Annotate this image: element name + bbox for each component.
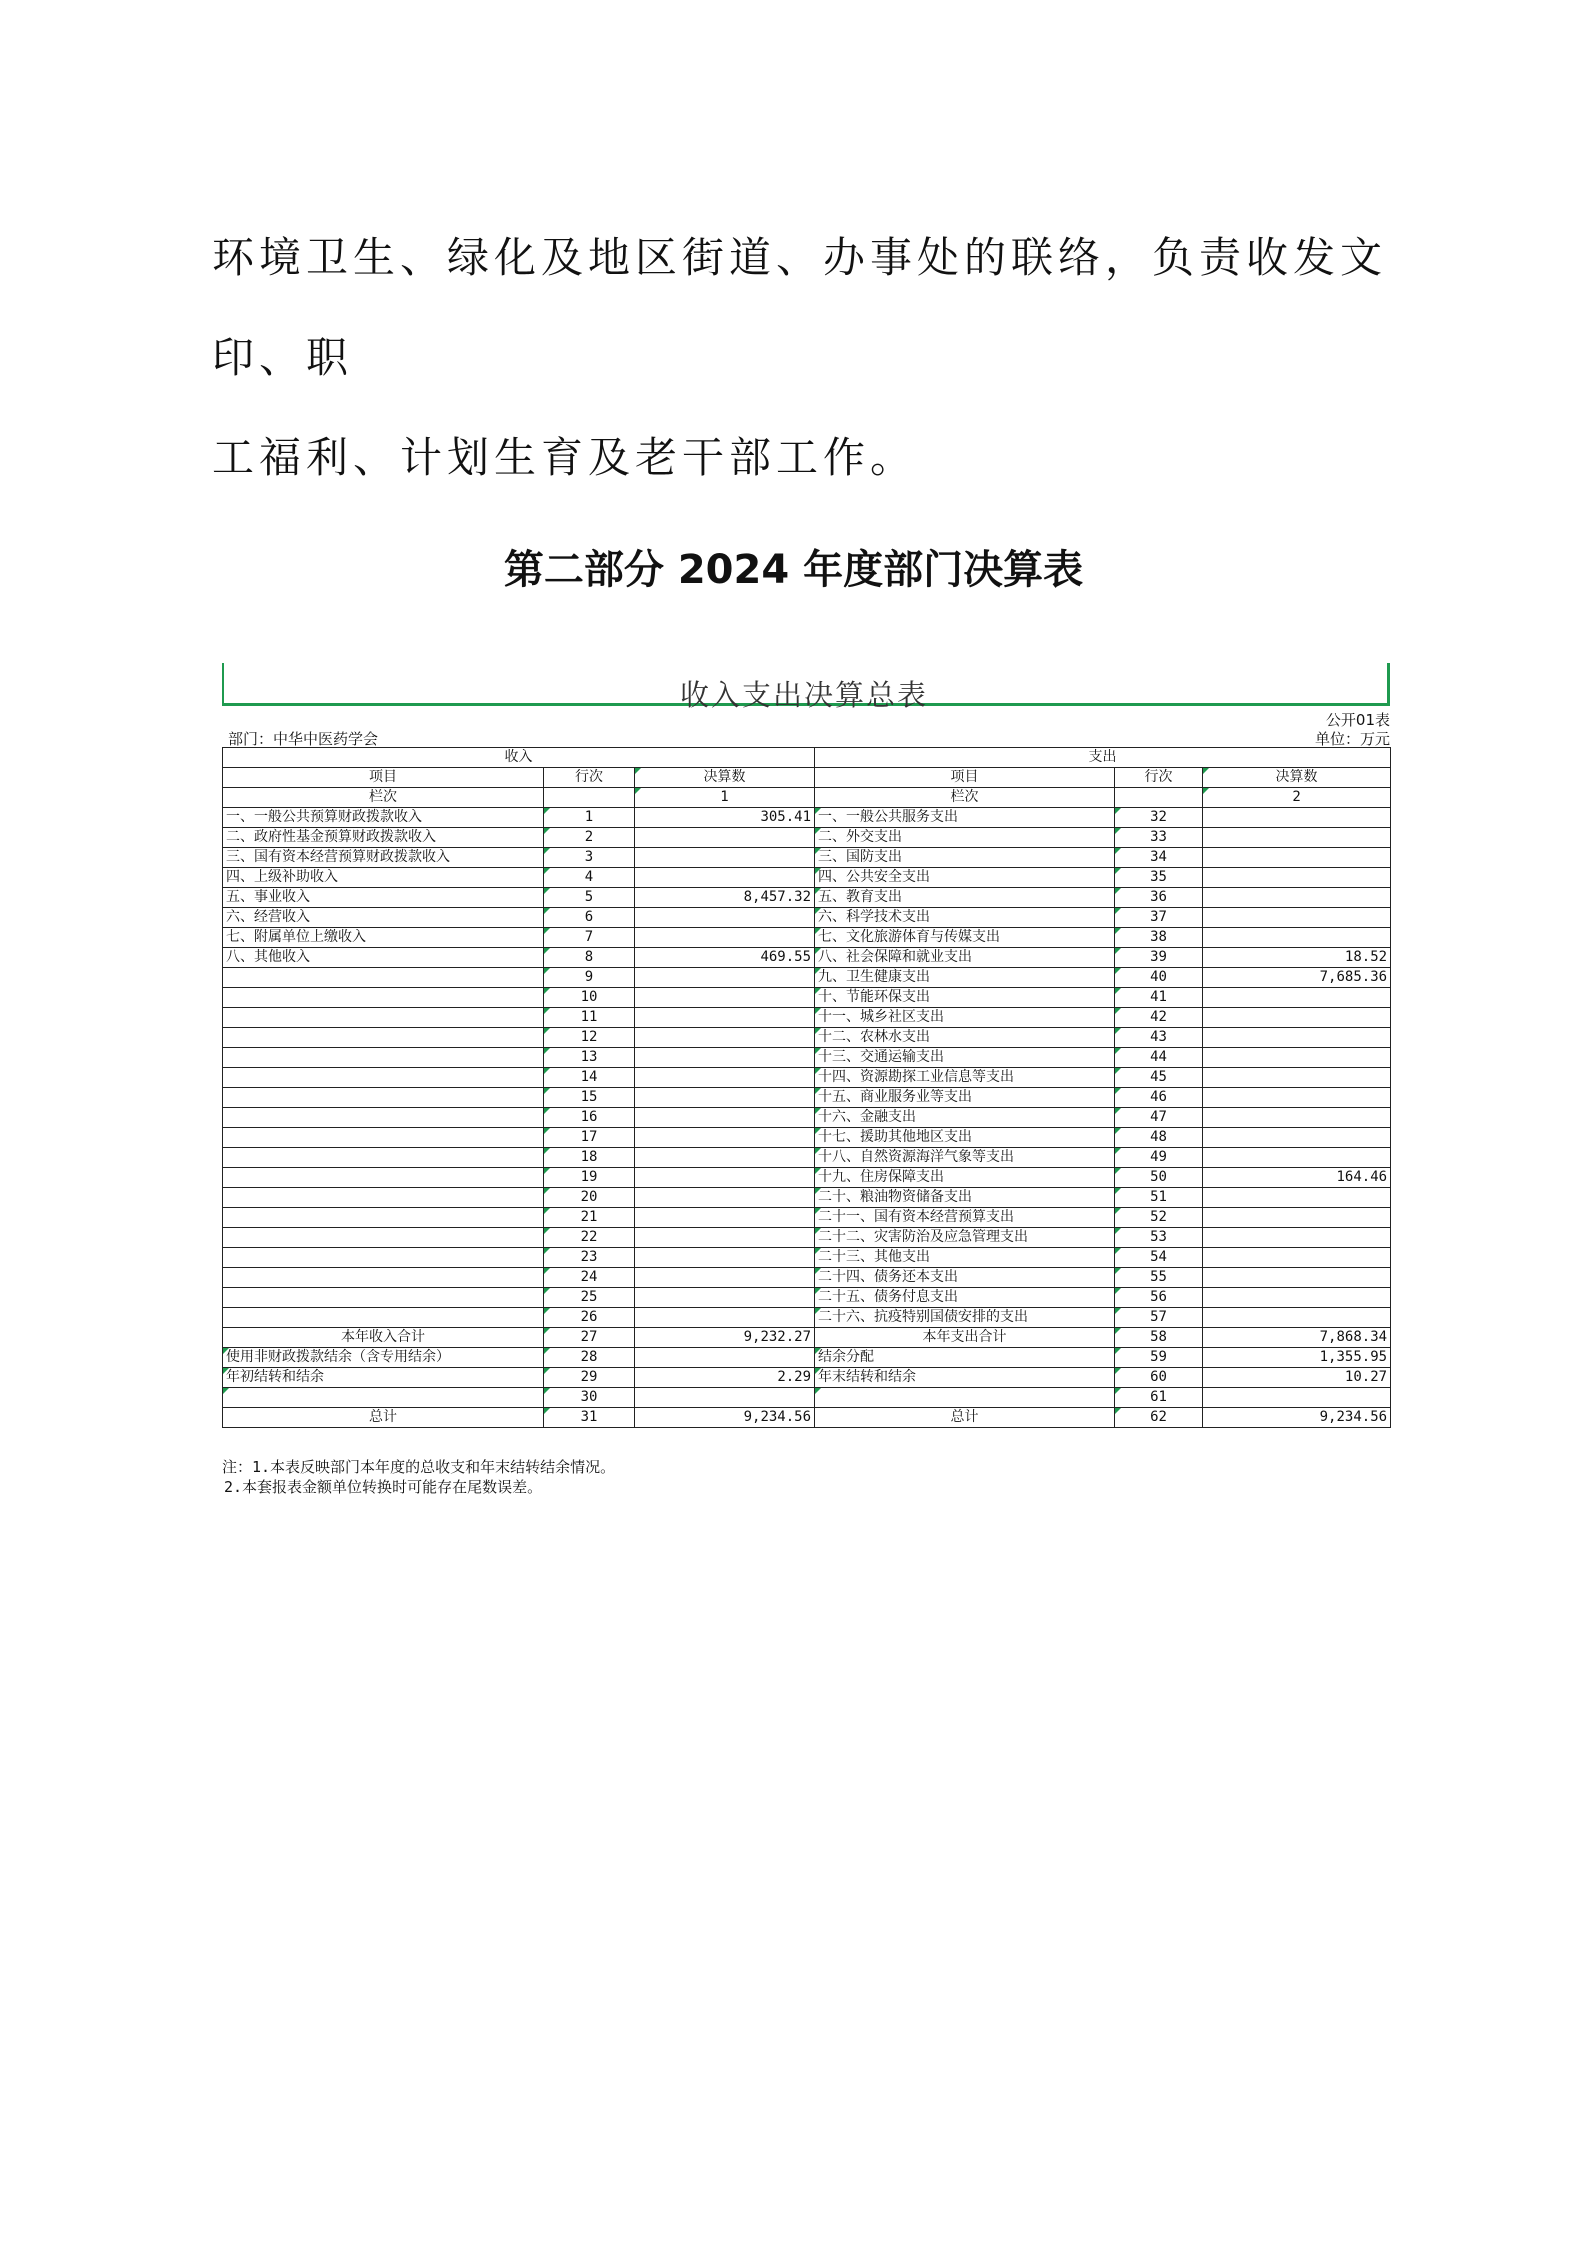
expense-item: 六、科学技术支出 — [815, 908, 1115, 928]
expense-item: 总计 — [815, 1408, 1115, 1428]
expense-item — [815, 1388, 1115, 1408]
income-line: 16 — [544, 1108, 635, 1128]
expense-amount — [1203, 888, 1391, 908]
table-row — [223, 848, 1391, 868]
expense-line: 47 — [1115, 1108, 1203, 1128]
income-item: 四、上级补助收入 — [223, 868, 544, 888]
expense-item: 二、外交支出 — [815, 828, 1115, 848]
income-item — [223, 1308, 544, 1328]
summary-row — [223, 1348, 1391, 1368]
expense-item: 二十四、债务还本支出 — [815, 1268, 1115, 1288]
income-item — [223, 1008, 544, 1028]
expense-line: 51 — [1115, 1188, 1203, 1208]
income-line: 13 — [544, 1048, 635, 1068]
income-amount: 305.41 — [635, 808, 815, 828]
income-item — [223, 1028, 544, 1048]
income-amount — [635, 928, 815, 948]
expense-line: 57 — [1115, 1308, 1203, 1328]
col-item-right: 项目 — [815, 768, 1115, 788]
spreadsheet-table — [218, 663, 1390, 1511]
expense-line: 49 — [1115, 1148, 1203, 1168]
expense-amount — [1203, 1088, 1391, 1108]
income-amount — [635, 1048, 815, 1068]
lanci-label-right: 栏次 — [815, 788, 1115, 808]
income-line: 20 — [544, 1188, 635, 1208]
expense-item: 十四、资源勘探工业信息等支出 — [815, 1068, 1115, 1088]
income-line: 25 — [544, 1288, 635, 1308]
income-line: 23 — [544, 1248, 635, 1268]
income-line: 22 — [544, 1228, 635, 1248]
expense-line: 54 — [1115, 1248, 1203, 1268]
income-item: 年初结转和结余 — [223, 1368, 544, 1388]
expense-item: 二十六、抗疫特别国债安排的支出 — [815, 1308, 1115, 1328]
income-amount — [635, 1268, 815, 1288]
expense-item: 五、教育支出 — [815, 888, 1115, 908]
expense-line: 37 — [1115, 908, 1203, 928]
income-item: 使用非财政拨款结余（含专用结余） — [223, 1348, 544, 1368]
income-amount — [635, 1088, 815, 1108]
table-title: 收入支出决算总表 — [679, 678, 928, 712]
expense-amount — [1203, 1388, 1391, 1408]
expense-line: 43 — [1115, 1028, 1203, 1048]
note-1: 注：1.本表反映部门本年度的总收支和年末结转结余情况。 — [222, 1458, 616, 1476]
expense-item: 十五、商业服务业等支出 — [815, 1088, 1115, 1108]
expense-line: 38 — [1115, 928, 1203, 948]
expense-item: 八、社会保障和就业支出 — [815, 948, 1115, 968]
income-line: 10 — [544, 988, 635, 1008]
expense-item: 二十五、债务付息支出 — [815, 1288, 1115, 1308]
income-expense-table — [222, 747, 1391, 1428]
income-amount — [635, 1288, 815, 1308]
income-amount — [635, 1008, 815, 1028]
expense-line: 61 — [1115, 1388, 1203, 1408]
income-item — [223, 1168, 544, 1188]
form-number: 公开01表 — [1325, 711, 1390, 729]
col-amount-right: 决算数 — [1203, 768, 1391, 788]
expense-line: 48 — [1115, 1128, 1203, 1148]
income-line: 26 — [544, 1308, 635, 1328]
income-amount — [635, 988, 815, 1008]
expense-header: 支出 — [815, 748, 1391, 768]
expense-amount — [1203, 1028, 1391, 1048]
table-row — [223, 1188, 1391, 1208]
income-item: 七、附属单位上缴收入 — [223, 928, 544, 948]
expense-line: 58 — [1115, 1328, 1203, 1348]
table-row — [223, 908, 1391, 928]
income-line: 28 — [544, 1348, 635, 1368]
expense-amount — [1203, 1148, 1391, 1168]
expense-amount — [1203, 808, 1391, 828]
expense-item: 二十三、其他支出 — [815, 1248, 1115, 1268]
income-amount — [635, 1028, 815, 1048]
expense-line: 39 — [1115, 948, 1203, 968]
table-row — [223, 1048, 1391, 1068]
income-item: 总计 — [223, 1408, 544, 1428]
expense-amount — [1203, 1308, 1391, 1328]
table-row — [223, 988, 1391, 1008]
expense-amount: 164.46 — [1203, 1168, 1391, 1188]
income-amount — [635, 968, 815, 988]
table-row — [223, 1068, 1391, 1088]
expense-line: 45 — [1115, 1068, 1203, 1088]
income-item — [223, 1128, 544, 1148]
expense-line: 56 — [1115, 1288, 1203, 1308]
expense-amount: 9,234.56 — [1203, 1408, 1391, 1428]
table-row — [223, 888, 1391, 908]
col-item: 项目 — [223, 768, 544, 788]
intro-paragraph — [212, 208, 1412, 508]
income-line: 17 — [544, 1128, 635, 1148]
expense-amount — [1203, 1288, 1391, 1308]
income-amount — [635, 908, 815, 928]
table-row — [223, 808, 1391, 828]
table-row — [223, 828, 1391, 848]
table-body — [223, 748, 1391, 1428]
expense-amount — [1203, 1068, 1391, 1088]
expense-item: 十七、援助其他地区支出 — [815, 1128, 1115, 1148]
table-row — [223, 1088, 1391, 1108]
income-amount — [635, 1208, 815, 1228]
expense-amount — [1203, 1228, 1391, 1248]
income-amount: 469.55 — [635, 948, 815, 968]
expense-amount — [1203, 988, 1391, 1008]
paragraph-line-1: 环境卫生、绿化及地区街道、办事处的联络，负责收发文印、职 — [212, 233, 1388, 382]
income-amount — [635, 828, 815, 848]
income-amount — [635, 868, 815, 888]
income-item — [223, 1148, 544, 1168]
income-amount — [635, 1128, 815, 1148]
income-line: 19 — [544, 1168, 635, 1188]
expense-item: 二十、粮油物资储备支出 — [815, 1188, 1115, 1208]
income-item — [223, 968, 544, 988]
paragraph-line-2: 工福利、计划生育及老干部工作。 — [212, 433, 918, 482]
expense-line: 34 — [1115, 848, 1203, 868]
income-line: 3 — [544, 848, 635, 868]
expense-amount — [1203, 1008, 1391, 1028]
expense-amount — [1203, 1268, 1391, 1288]
expense-line: 33 — [1115, 828, 1203, 848]
income-item — [223, 1268, 544, 1288]
expense-amount — [1203, 1248, 1391, 1268]
income-amount: 2.29 — [635, 1368, 815, 1388]
expense-line: 52 — [1115, 1208, 1203, 1228]
lanci-empty-right — [1115, 788, 1203, 808]
income-amount — [635, 1148, 815, 1168]
income-item — [223, 988, 544, 1008]
unit-label: 单位：万元 — [1314, 730, 1390, 748]
table-row — [223, 928, 1391, 948]
expense-item: 四、公共安全支出 — [815, 868, 1115, 888]
expense-line: 41 — [1115, 988, 1203, 1008]
expense-item: 结余分配 — [815, 1348, 1115, 1368]
expense-item: 十、节能环保支出 — [815, 988, 1115, 1008]
table-row — [223, 1308, 1391, 1328]
expense-amount — [1203, 1108, 1391, 1128]
table-row — [223, 1008, 1391, 1028]
column-header-row — [223, 768, 1391, 788]
expense-amount — [1203, 828, 1391, 848]
expense-line: 59 — [1115, 1348, 1203, 1368]
income-amount: 8,457.32 — [635, 888, 815, 908]
expense-line: 35 — [1115, 868, 1203, 888]
col-line-right: 行次 — [1115, 768, 1203, 788]
section-heading: 第二部分 2024 年度部门决算表 — [503, 547, 1084, 593]
expense-line: 50 — [1115, 1168, 1203, 1188]
income-line: 2 — [544, 828, 635, 848]
summary-row — [223, 1408, 1391, 1428]
expense-amount — [1203, 1048, 1391, 1068]
income-line: 8 — [544, 948, 635, 968]
expense-amount: 7,868.34 — [1203, 1328, 1391, 1348]
income-amount — [635, 1068, 815, 1088]
income-item: 三、国有资本经营预算财政拨款收入 — [223, 848, 544, 868]
table-row — [223, 1268, 1391, 1288]
income-line: 7 — [544, 928, 635, 948]
income-line: 9 — [544, 968, 635, 988]
expense-item: 年末结转和结余 — [815, 1368, 1115, 1388]
income-line: 11 — [544, 1008, 635, 1028]
income-item: 五、事业收入 — [223, 888, 544, 908]
expense-item: 十八、自然资源海洋气象等支出 — [815, 1148, 1115, 1168]
group-header-row — [223, 748, 1391, 768]
expense-item: 十三、交通运输支出 — [815, 1048, 1115, 1068]
income-amount — [635, 1388, 815, 1408]
expense-amount: 7,685.36 — [1203, 968, 1391, 988]
expense-item: 十九、住房保障支出 — [815, 1168, 1115, 1188]
expense-amount — [1203, 868, 1391, 888]
expense-item: 三、国防支出 — [815, 848, 1115, 868]
expense-line: 36 — [1115, 888, 1203, 908]
income-line: 30 — [544, 1388, 635, 1408]
income-amount — [635, 1228, 815, 1248]
expense-amount — [1203, 848, 1391, 868]
expense-item: 十一、城乡社区支出 — [815, 1008, 1115, 1028]
income-amount: 9,232.27 — [635, 1328, 815, 1348]
income-line: 29 — [544, 1368, 635, 1388]
table-row — [223, 1228, 1391, 1248]
table-row — [223, 868, 1391, 888]
income-item — [223, 1048, 544, 1068]
expense-line: 32 — [1115, 808, 1203, 828]
expense-amount — [1203, 1128, 1391, 1148]
expense-line: 55 — [1115, 1268, 1203, 1288]
income-line: 4 — [544, 868, 635, 888]
expense-item: 九、卫生健康支出 — [815, 968, 1115, 988]
table-row — [223, 968, 1391, 988]
income-item — [223, 1248, 544, 1268]
income-amount — [635, 848, 815, 868]
expense-amount: 18.52 — [1203, 948, 1391, 968]
expense-item: 二十一、国有资本经营预算支出 — [815, 1208, 1115, 1228]
summary-row — [223, 1368, 1391, 1388]
expense-line: 42 — [1115, 1008, 1203, 1028]
income-line: 21 — [544, 1208, 635, 1228]
expense-line: 46 — [1115, 1088, 1203, 1108]
table-row — [223, 1248, 1391, 1268]
expense-item: 十六、金融支出 — [815, 1108, 1115, 1128]
income-item — [223, 1288, 544, 1308]
income-line: 27 — [544, 1328, 635, 1348]
table-row — [223, 1288, 1391, 1308]
income-item — [223, 1228, 544, 1248]
income-item: 本年收入合计 — [223, 1328, 544, 1348]
col-line: 行次 — [544, 768, 635, 788]
income-item: 八、其他收入 — [223, 948, 544, 968]
expense-amount: 1,355.95 — [1203, 1348, 1391, 1368]
lanci-label: 栏次 — [223, 788, 544, 808]
income-amount — [635, 1188, 815, 1208]
income-line: 14 — [544, 1068, 635, 1088]
income-item: 二、政府性基金预算财政拨款收入 — [223, 828, 544, 848]
income-line: 24 — [544, 1268, 635, 1288]
department-label: 部门：中华中医药学会 — [228, 730, 379, 748]
income-item — [223, 1208, 544, 1228]
lanci-empty — [544, 788, 635, 808]
table-row — [223, 1128, 1391, 1148]
table-row — [223, 1168, 1391, 1188]
note-2: 2.本套报表金额单位转换时可能存在尾数误差。 — [224, 1478, 543, 1496]
summary-row — [223, 1388, 1391, 1408]
expense-item: 七、文化旅游体育与传媒支出 — [815, 928, 1115, 948]
expense-line: 62 — [1115, 1408, 1203, 1428]
lanci-2: 2 — [1203, 788, 1391, 808]
income-item — [223, 1188, 544, 1208]
expense-amount: 10.27 — [1203, 1368, 1391, 1388]
expense-amount — [1203, 1208, 1391, 1228]
income-line: 1 — [544, 808, 635, 828]
expense-line: 44 — [1115, 1048, 1203, 1068]
expense-item: 二十二、灾害防治及应急管理支出 — [815, 1228, 1115, 1248]
expense-amount — [1203, 928, 1391, 948]
income-item — [223, 1108, 544, 1128]
summary-row — [223, 1328, 1391, 1348]
income-item: 一、一般公共预算财政拨款收入 — [223, 808, 544, 828]
expense-line: 53 — [1115, 1228, 1203, 1248]
income-amount — [635, 1308, 815, 1328]
table-row — [223, 1208, 1391, 1228]
expense-item: 十二、农林水支出 — [815, 1028, 1115, 1048]
income-amount — [635, 1248, 815, 1268]
expense-amount — [1203, 908, 1391, 928]
expense-amount — [1203, 1188, 1391, 1208]
income-line: 12 — [544, 1028, 635, 1048]
income-item — [223, 1068, 544, 1088]
income-amount — [635, 1108, 815, 1128]
income-line: 15 — [544, 1088, 635, 1108]
lanci-row — [223, 788, 1391, 808]
lanci-1: 1 — [635, 788, 815, 808]
income-amount — [635, 1168, 815, 1188]
expense-item: 一、一般公共服务支出 — [815, 808, 1115, 828]
income-amount — [635, 1348, 815, 1368]
income-item — [223, 1388, 544, 1408]
table-row — [223, 1028, 1391, 1048]
income-item: 六、经营收入 — [223, 908, 544, 928]
table-row — [223, 1108, 1391, 1128]
income-header: 收入 — [223, 748, 815, 768]
income-item — [223, 1088, 544, 1108]
income-line: 5 — [544, 888, 635, 908]
table-row — [223, 1148, 1391, 1168]
income-line: 31 — [544, 1408, 635, 1428]
income-amount: 9,234.56 — [635, 1408, 815, 1428]
income-line: 18 — [544, 1148, 635, 1168]
col-amount: 决算数 — [635, 768, 815, 788]
expense-line: 40 — [1115, 968, 1203, 988]
table-row — [223, 948, 1391, 968]
income-line: 6 — [544, 908, 635, 928]
expense-line: 60 — [1115, 1368, 1203, 1388]
expense-item: 本年支出合计 — [815, 1328, 1115, 1348]
